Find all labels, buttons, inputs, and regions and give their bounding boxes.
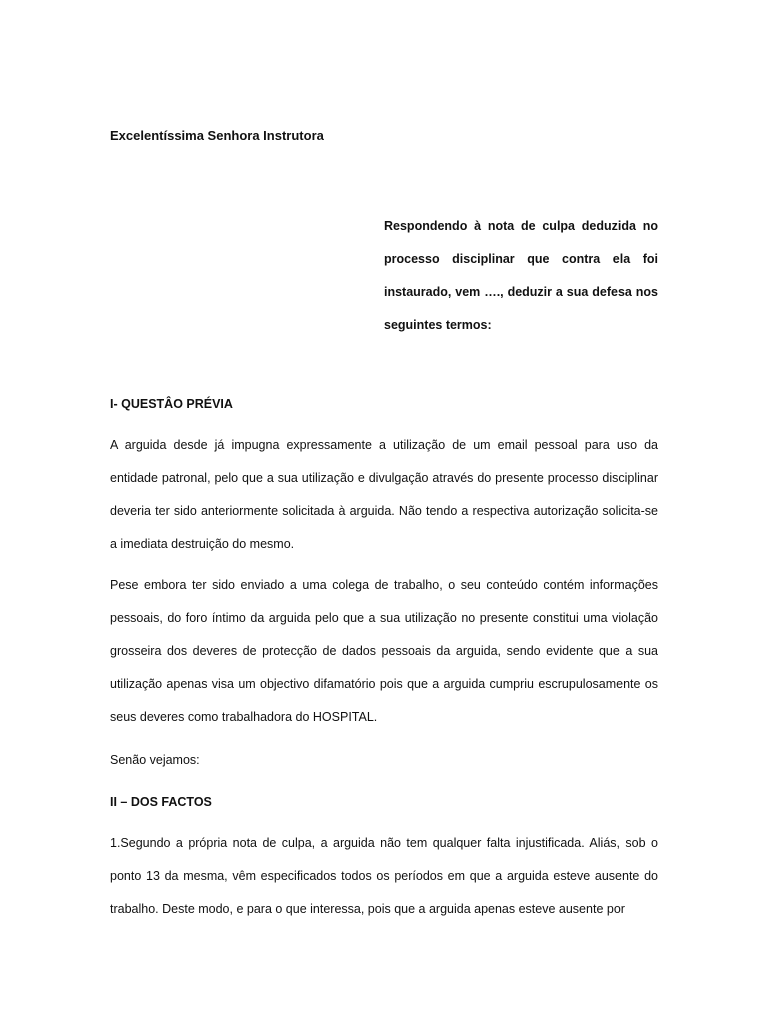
section-heading-questao-previa: I- QUESTÂO PRÉVIA (110, 397, 233, 411)
salutation: Excelentíssima Senhora Instrutora (110, 128, 324, 143)
section-heading-dos-factos: II – DOS FACTOS (110, 795, 212, 809)
paragraph-data-protection: Pese embora ter sido enviado a uma colega de trabalho, o seu conteúdo contém informações pessoais, do foro íntimo da arguida pelo que a sua utilização no presente constitui uma violação grosseira dos deveres de protecção de dados pessoais da arguida, sendo evidente que a sua utilização apenas visa um objectivo difamatório pois que a arguida cumpriu escrupulosamente os seus deveres como trabalhadora do HOSPITAL. (110, 578, 658, 724)
intro-paragraph: Respondendo à nota de culpa deduzida no processo disciplinar que contra ela foi instaurado, vem …., deduzir a sua defesa nos seguintes termos: (384, 219, 658, 332)
closing-line: Senão vejamos: (110, 753, 200, 767)
paragraph-facts-1: 1.Segundo a própria nota de culpa, a arguida não tem qualquer falta injustificada. Aliás, sob o ponto 13 da mesma, vêm especificados todos os períodos em que a arguida esteve ausente do trabalho. Deste modo, e para o que interessa, pois que a arguida apenas esteve ausente por (110, 836, 658, 916)
paragraph-email-impugnation: A arguida desde já impugna expressamente a utilização de um email pessoal para uso da entidade patronal, pelo que a sua utilização e divulgação através do presente processo disciplinar deveria ter sido anteriormente solicitada à arguida. Não tendo a respectiva autorização solicita-se a imediata destruição do mesmo. (110, 438, 658, 551)
